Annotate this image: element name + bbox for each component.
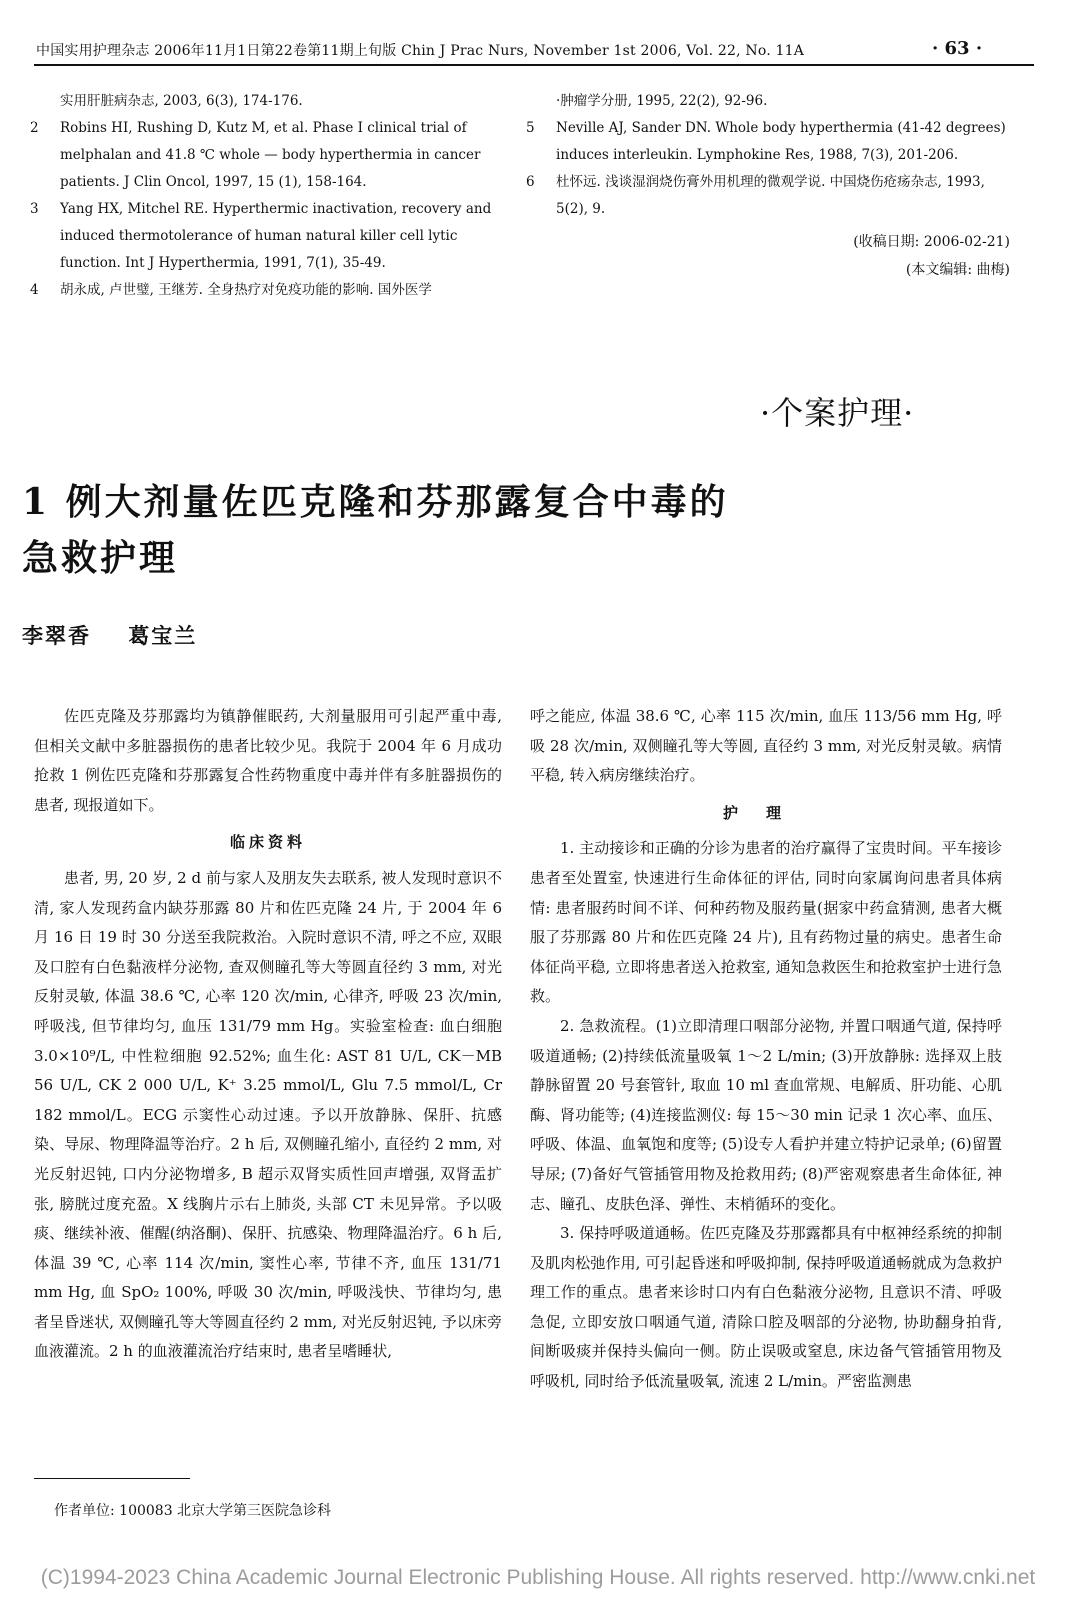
reference-item — [526, 169, 1016, 223]
received-date: (收稿日期: 2006-02-21) — [853, 234, 1010, 250]
clinical-paragraph-continued: 呼之能应, 体温 38.6 ℃, 心率 115 次/min, 血压 113/56 mm Hg, 呼吸 28 次/min, 双侧瞳孔等大等圆, 直径约 3 mm, 对光反射灵敏。病情平稳, 转入病房继续治疗。 — [530, 707, 1002, 785]
section-tag: ·个案护理· — [760, 394, 915, 432]
reference-number: 2 — [30, 120, 39, 136]
reference-text: 实用肝脏病杂志, 2003, 6(3), 174-176. — [60, 93, 303, 109]
section-heading-nursing: 护理 — [722, 803, 809, 822]
nursing-paragraph-3: 3. 保持呼吸道通畅。佐匹克隆及芬那露都具有中枢神经系统的抑制及肌肉松弛作用, 可引起昏迷和呼吸抑制, 保持呼吸道通畅就成为急救护理工作的重点。患者来诊时口内有白色黏液分泌物, 且意识不清、呼吸急促, 立即安放口咽通气道, 清除口腔及咽部的分泌物, 协助翻身拍背, 间断吸痰并保持头偏向一侧。防止误吸或窒息, 床边备气管插管用物及呼吸机, 同时给予低流量吸氧, 流速 2 L/min。严密监测患 — [530, 1224, 1002, 1391]
body-column-right — [530, 702, 1002, 1397]
reference-number: 3 — [30, 201, 39, 217]
reference-text: Robins HI, Rushing D, Kutz M, et al. Phase Ⅰ clinical trial of melphalan and 41.8 ℃ whole — body hyperthermia in cancer patients. J Clin Oncol, 1997, 15 (1), 158-164. — [60, 120, 481, 190]
reference-text: ·肿瘤学分册, 1995, 22(2), 92-96. — [556, 93, 768, 109]
received-info — [720, 228, 1010, 284]
nursing-paragraph-1: 1. 主动接诊和正确的分诊为患者的治疗赢得了宝贵时间。平车接诊患者至处置室, 快速进行生命体征的评估, 同时向家属询问患者具体病情: 患者服药时间不详、何种药物及服药量(据家中药盒猜测, 患者大概服了芬那露 80 片和佐匹克隆 24 片), 且有药物过量的病史。患者生命体征尚平稳, 立即将患者送入抢救室, 通知急救医生和抢救室护士进行急救。 — [530, 839, 1002, 1006]
section-heading-clinical: 临床资料 — [229, 833, 306, 852]
reference-number: 4 — [30, 282, 39, 298]
journal-header: 中国实用护理杂志 2006年11月1日第22卷第11期上旬版 Chin J Prac Nurs, November 1st 2006, Vol. 22, No. 11A — [36, 43, 805, 59]
reference-text: Neville AJ, Sander DN. Whole body hyperthermia (41-42 degrees) induces interleukin. Lymphokine Res, 1988, 7(3), 201-206. — [556, 120, 1006, 163]
author-affiliation: 作者单位: 100083 北京大学第三医院急诊科 — [54, 1503, 332, 1519]
reference-item — [30, 196, 520, 277]
clinical-paragraph: 患者, 男, 20 岁, 2 d 前与家人及朋友失去联系, 被人发现时意识不清, 家人发现药盒内缺芬那露 80 片和佐匹克隆 24 片, 于 2004 年 6 月 16 日 19 时 30 分送至我院救治。入院时意识不清, 呼之不应, 双眼及口腔有白色黏液样分泌物, 查双侧瞳孔等大等圆直径约 3 mm, 对光反射灵敏, 体温 38.6 ℃, 心率 120 次/min, 心律齐, 呼吸 23 次/min, 呼吸浅, 但节律均匀, 血压 131/79 mm Hg。实验室检查: 血白细胞 3.0×10⁹/L, 中性粒细胞 92.52%; 血生化: AST 81 U/L, CK－MB 56 U/L, CK 2 000 U/L, K⁺ 3.25 mmol/L, Glu 7.5 mmol/L, Cr 182 mmol/L。ECG 示窦性心动过速。予以开放静脉、保肝、抗感染、导尿、物理降温等治疗。2 h 后, 双侧瞳孔缩小, 直径约 2 mm, 对光反射迟钝, 口内分泌物增多, B 超示双肾实质性回声增强, 双肾盂扩张, 膀胱过度充盈。X 线胸片示右上肺炎, 头部 CT 未见异常。予以吸痰、继续补液、催醒(纳洛酮)、保肝、抗感染、物理降温治疗。6 h 后, 体温 39 ℃, 心率 114 次/min, 窦性心率, 节律不齐, 血压 131/71 mm Hg, 血 SpO₂ 100%, 呼吸 30 次/min, 呼吸浅快、节律均匀, 患者呈昏迷状, 双侧瞳孔等大等圆直径约 2 mm, 对光反射迟钝, 予以床旁血液灌流。2 h 的血液灌流治疗结束时, 患者呈嗜睡状, — [34, 868, 502, 1361]
references-left — [30, 88, 520, 304]
reference-number: 5 — [526, 120, 535, 136]
body-column-left — [34, 702, 502, 1367]
intro-paragraph: 佐匹克隆及芬那露均为镇静催眠药, 大剂量服用可引起严重中毒, 但相关文献中多脏器损伤的患者比较少见。我院于 2004 年 6 月成功抢救 1 例佐匹克隆和芬那露复合性药物重度中毒并伴有多脏器损伤的患者, 现报道如下。 — [34, 707, 502, 814]
footnote-rule — [34, 1478, 190, 1479]
reference-number: 6 — [526, 174, 535, 190]
title-line-1: 1 例大剂量佐匹克隆和芬那露复合中毒的 — [22, 481, 729, 523]
reference-text: 杜怀远. 浅谈湿润烧伤膏外用机理的微观学说. 中国烧伤疮疡杂志, 1993, 5(2), 9. — [556, 174, 985, 217]
reference-item — [526, 115, 1016, 169]
editor-note: (本文编辑: 曲梅) — [905, 262, 1010, 278]
references-right — [526, 88, 1016, 223]
article-authors: 李翠香 葛宝兰 — [22, 623, 198, 648]
reference-item — [30, 115, 520, 196]
page-number: · 63 · — [932, 38, 983, 59]
copyright-watermark: (C)1994-2023 China Academic Journal Electronic Publishing House. All rights reserved. http://www.cnki.net — [40, 1566, 1036, 1589]
reference-text: Yang HX, Mitchel RE. Hyperthermic inactivation, recovery and induced thermotolerance of human natural killer cell lytic function. Int J Hyperthermia, 1991, 7(1), 35-49. — [60, 201, 492, 271]
nursing-paragraph-2: 2. 急救流程。(1)立即清理口咽部分泌物, 并置口咽通气道, 保持呼吸道通畅; (2)持续低流量吸氧 1～2 L/min; (3)开放静脉: 选择双上肢静脉留置 20 号套管针, 取血 10 ml 查血常规、电解质、肝功能、心肌酶、肾功能等; (4)连接监测仪: 每 15～30 min 记录 1 次心率、血压、呼吸、体温、血氧饱和度等; (5)设专人看护并建立特护记录单; (6)留置导尿; (7)备好气管插管用物及抢救用药; (8)严密观察患者生命体征, 神志、瞳孔、皮肤色泽、弹性、末梢循环的变化。 — [530, 1016, 1002, 1213]
header-rule — [34, 64, 1034, 66]
reference-item — [30, 277, 520, 304]
reference-item — [60, 88, 520, 115]
reference-item — [556, 88, 1016, 115]
title-line-2: 急救护理 — [22, 537, 179, 579]
article-title — [22, 474, 822, 586]
reference-text: 胡永成, 卢世璧, 王继芳. 全身热疗对免疫功能的影响. 国外医学 — [60, 282, 432, 298]
